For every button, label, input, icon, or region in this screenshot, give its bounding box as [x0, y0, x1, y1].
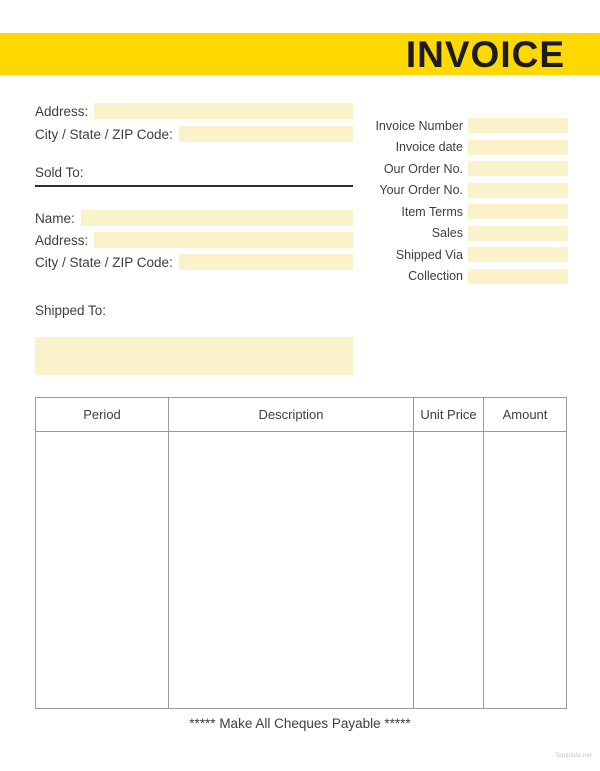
- sold-name-label: Name:: [35, 210, 75, 226]
- shipped-to-input[interactable]: [35, 337, 353, 375]
- table-row: [36, 432, 567, 709]
- cheques-payable-note: ***** Make All Cheques Payable *****: [189, 716, 411, 731]
- invoice-number-input[interactable]: [468, 118, 568, 133]
- shipped-via-label: Shipped Via: [395, 247, 463, 262]
- invoice-number-label: Invoice Number: [375, 118, 463, 133]
- meta-row-shipped-via: [314, 247, 568, 262]
- field-row-city-state-zip: [35, 126, 353, 142]
- field-row-sold-address: [35, 232, 353, 248]
- shipped-via-input[interactable]: [468, 247, 568, 262]
- meta-row-invoice-date: [314, 140, 568, 155]
- city-state-zip-label: City / State / ZIP Code:: [35, 126, 173, 142]
- address-input[interactable]: [94, 103, 353, 119]
- address-label: Address:: [35, 103, 89, 119]
- column-header-unit-price: Unit Price: [414, 398, 484, 432]
- field-row-address: [35, 103, 353, 119]
- field-row-sold-name: [35, 210, 353, 226]
- column-header-description: Description: [169, 398, 414, 432]
- meta-row-sales: [314, 226, 568, 241]
- table-cell-amount[interactable]: [484, 432, 567, 709]
- field-row-sold-city-state-zip: [35, 254, 353, 270]
- sold-name-input[interactable]: [81, 210, 353, 226]
- page-title: INVOICE: [405, 33, 565, 75]
- table-cell-period[interactable]: [36, 432, 169, 709]
- header-band: [0, 33, 600, 75]
- meta-row-our-order-no: [314, 161, 568, 176]
- collection-label: Collection: [408, 269, 463, 283]
- collection-input[interactable]: [468, 269, 568, 284]
- column-header-period: Period: [36, 398, 169, 432]
- sold-to-heading: Sold To:: [35, 165, 84, 180]
- invoice-date-input[interactable]: [468, 140, 568, 155]
- sales-label: Sales: [431, 226, 463, 240]
- items-table-header-row: [36, 398, 567, 432]
- meta-row-collection: [314, 269, 568, 284]
- our-order-no-input[interactable]: [468, 161, 568, 176]
- item-terms-label: Item Terms: [401, 204, 463, 219]
- table-cell-description[interactable]: [169, 432, 414, 709]
- sales-input[interactable]: [468, 226, 568, 241]
- sold-to-divider: [35, 185, 353, 187]
- invoice-date-label: Invoice date: [395, 140, 463, 154]
- column-header-amount: Amount: [484, 398, 567, 432]
- table-cell-unit-price[interactable]: [414, 432, 484, 709]
- meta-row-invoice-number: [314, 118, 568, 133]
- your-order-no-input[interactable]: [468, 183, 568, 198]
- shipped-to-heading: Shipped To:: [35, 303, 107, 318]
- watermark: Template.net: [555, 753, 592, 759]
- invoice-meta-column: [314, 118, 568, 284]
- your-order-no-label: Your Order No.: [379, 183, 463, 197]
- items-table: [35, 397, 567, 709]
- meta-row-item-terms: [314, 204, 568, 219]
- sold-address-label: Address:: [35, 232, 89, 248]
- meta-row-your-order-no: [314, 183, 568, 198]
- item-terms-input[interactable]: [468, 204, 568, 219]
- sold-city-state-zip-label: City / State / ZIP Code:: [35, 254, 173, 270]
- our-order-no-label: Our Order No.: [383, 161, 463, 176]
